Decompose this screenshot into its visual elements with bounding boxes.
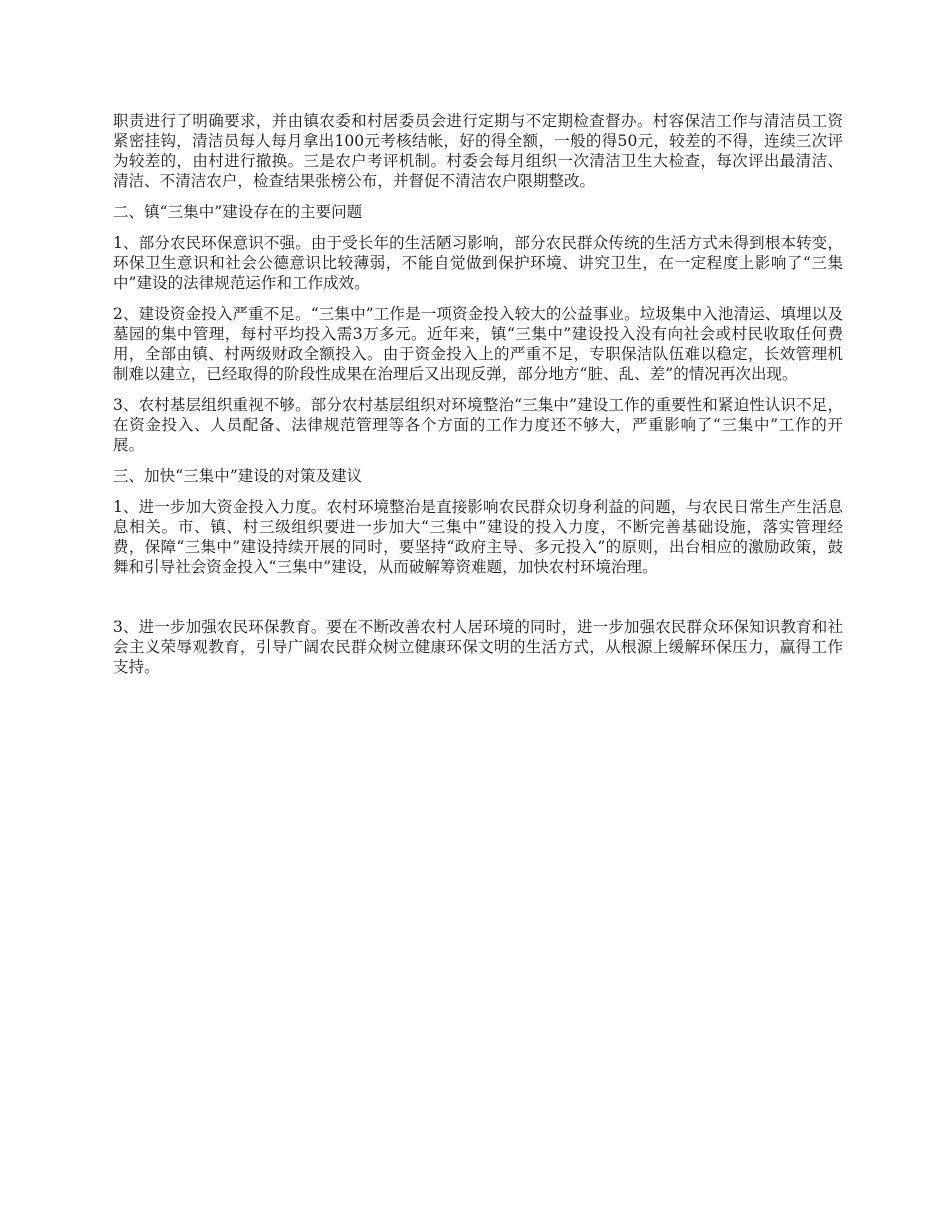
section-heading-main-problems: 二、镇“三集中”建设存在的主要问题 — [113, 203, 363, 221]
paragraph-problem-grassroots-attention: 3、农村基层组织重视不够。部分农村基层组织对环境整治“三集中”建设工作的重要性和紧迫性认识不足，在资金投入、人员配备、法律规范管理等各个方面的工作力度还不够大，严重影响了“三集中”工作的开展。 — [113, 396, 843, 454]
paragraph-problem-insufficient-funding: 2、建设资金投入严重不足。“三集中”工作是一项资金投入较大的公益事业。垃圾集中入池清运、填埋以及墓园的集中管理，每村平均投入需3万多元。近年来，镇“三集中”建设投入没有向社会或村民收取任何费用，全部由镇、村两级财政全额投入。由于资金投入上的严重不足，专职保洁队伍难以稳定，长效管理机制难以建立，已经取得的阶段性成果在治理后又出现反弹，部分地方“脏、乱、差”的情况再次出现。 — [113, 305, 843, 383]
document-page — [113, 111, 843, 677]
paragraph-responsibility-supervision: 职责进行了明确要求，并由镇农委和村居委员会进行定期与不定期检查督办。村容保洁工作与清洁员工资紧密挂钩，清洁员每人每月拿出100元考核结帐，好的得全额，一般的得50元，较差的不得，连续三次评为较差的，由村进行撤换。三是农户考评机制。村委会每月组织一次清洁卫生大检查，每次评出最清洁、清洁、不清洁农户，检查结果张榜公布，并督促不清洁农户限期整改。 — [113, 112, 843, 190]
paragraph-measure-increase-funding: 1、进一步加大资金投入力度。农村环境整治是直接影响农民群众切身利益的问题，与农民日常生产生活息息相关。市、镇、村三级组织要进一步加大“三集中”建设的投入力度，不断完善基础设施，落实管理经费，保障“三集中”建设持续开展的同时，要坚持“政府主导、多元投入”的原则，出台相应的激励政策，鼓舞和引导社会资金投入“三集中”建设，从而破解筹资难题，加快农村环境治理。 — [113, 498, 843, 576]
paragraph-measure-environmental-education: 3、进一步加强农民环保教育。要在不断改善农村人居环境的同时，进一步加强农民群众环保知识教育和社会主义荣辱观教育，引导广阔农民群众树立健康环保文明的生活方式，从根源上缓解环保压力，赢得工作支持。 — [113, 618, 843, 676]
section-heading-countermeasures: 三、加快“三集中”建设的对策及建议 — [113, 467, 363, 485]
paragraph-problem-environmental-awareness: 1、部分农民环保意识不强。由于受长年的生活陋习影响，部分农民群众传统的生活方式未得到根本转变，环保卫生意识和社会公德意识比较薄弱，不能自觉做到保护环境、讲究卫生，在一定程度上影响了“三集中”建设的法律规范运作和工作成效。 — [113, 234, 843, 292]
